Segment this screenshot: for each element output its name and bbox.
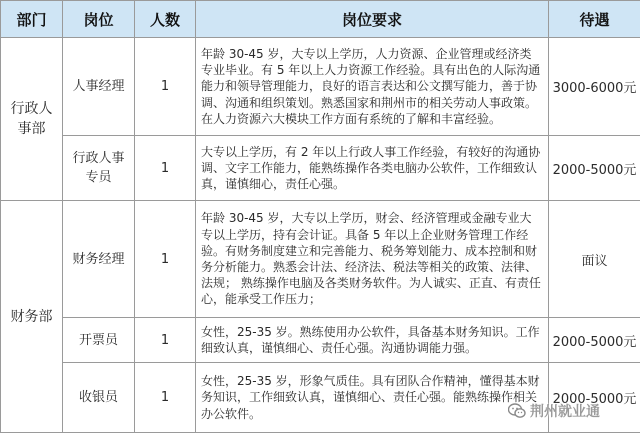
requirement-cell: 年龄 30-45 岁，大专以上学历，人力资源、企业管理或经济类专业毕业。有 5 年以上人力资源工作经验。具有出色的人际沟通能力和领导管理能力，良好的语言表达和公文撰写能力，善于协调、沟通和组织策划。熟悉国家和荆州市的相关劳动人事政策。在人力资源六大模块工作方面有系统的了解和丰富经验。 [196,38,549,136]
requirement-cell: 年龄 30-45 岁，大专以上学历，财会、经济管理或金融专业大专以上学历，持有会计证。具备 5 年以上企业财务管理工作经验。有财务制度建立和完善能力、税务筹划能力、成本控制和财务分析能力。熟悉会计法、经济法、税法等相关的政策、法律、法规； 熟练操作电脑及各类财务软件。为人诚实、正直、有责任心，能承受工作压力； [196,201,549,318]
watermark-text: 荆州就业通 [530,401,600,421]
salary-cell: 3000-6000元 [549,38,640,136]
header-dept: 部门 [1,1,63,38]
header-salary: 待遇 [549,1,640,38]
dept-finance: 财务部 [1,201,63,433]
table-row [1,136,640,201]
requirement-cell: 女性，25-35 岁。熟练使用办公软件，具备基本财务知识。工作细致认真，谨慎细心、责任心强。沟通协调能力强。 [196,318,549,363]
table-header-row [1,1,640,38]
table-row [1,201,640,318]
table-row [1,318,640,363]
table-row [1,38,640,136]
count-cell: 1 [135,318,196,363]
salary-cell: 2000-5000元 [549,136,640,201]
position-cell: 人事经理 [63,38,135,136]
header-requirement: 岗位要求 [196,1,549,38]
position-cell: 开票员 [63,318,135,363]
header-position: 岗位 [63,1,135,38]
requirement-cell: 女性，25-35 岁，形象气质佳。具有团队合作精神，懂得基本财务知识，工作细致认真，谨慎细心、责任心强。能熟练操作相关办公软件。 [196,363,549,433]
salary-cell: 2000-5000元 [549,363,640,433]
requirement-cell: 大专以上学历，有 2 年以上行政人事工作经验，有较好的沟通协调、文字工作能力，能熟练操作各类电脑办公软件，工作细致认真，谨慎细心，责任心强。 [196,136,549,201]
position-cell: 行政人事专员 [63,136,135,201]
table-row [1,363,640,433]
position-cell: 财务经理 [63,201,135,318]
count-cell: 1 [135,136,196,201]
count-cell: 1 [135,201,196,318]
wechat-logo-icon [508,403,526,419]
watermark [508,401,600,421]
count-cell: 1 [135,38,196,136]
position-cell: 收银员 [63,363,135,433]
count-cell: 1 [135,363,196,433]
header-count: 人数 [135,1,196,38]
salary-cell: 面议 [549,201,640,318]
salary-cell: 2000-5000元 [549,318,640,363]
dept-admin-hr: 行政人事部 [1,38,63,201]
